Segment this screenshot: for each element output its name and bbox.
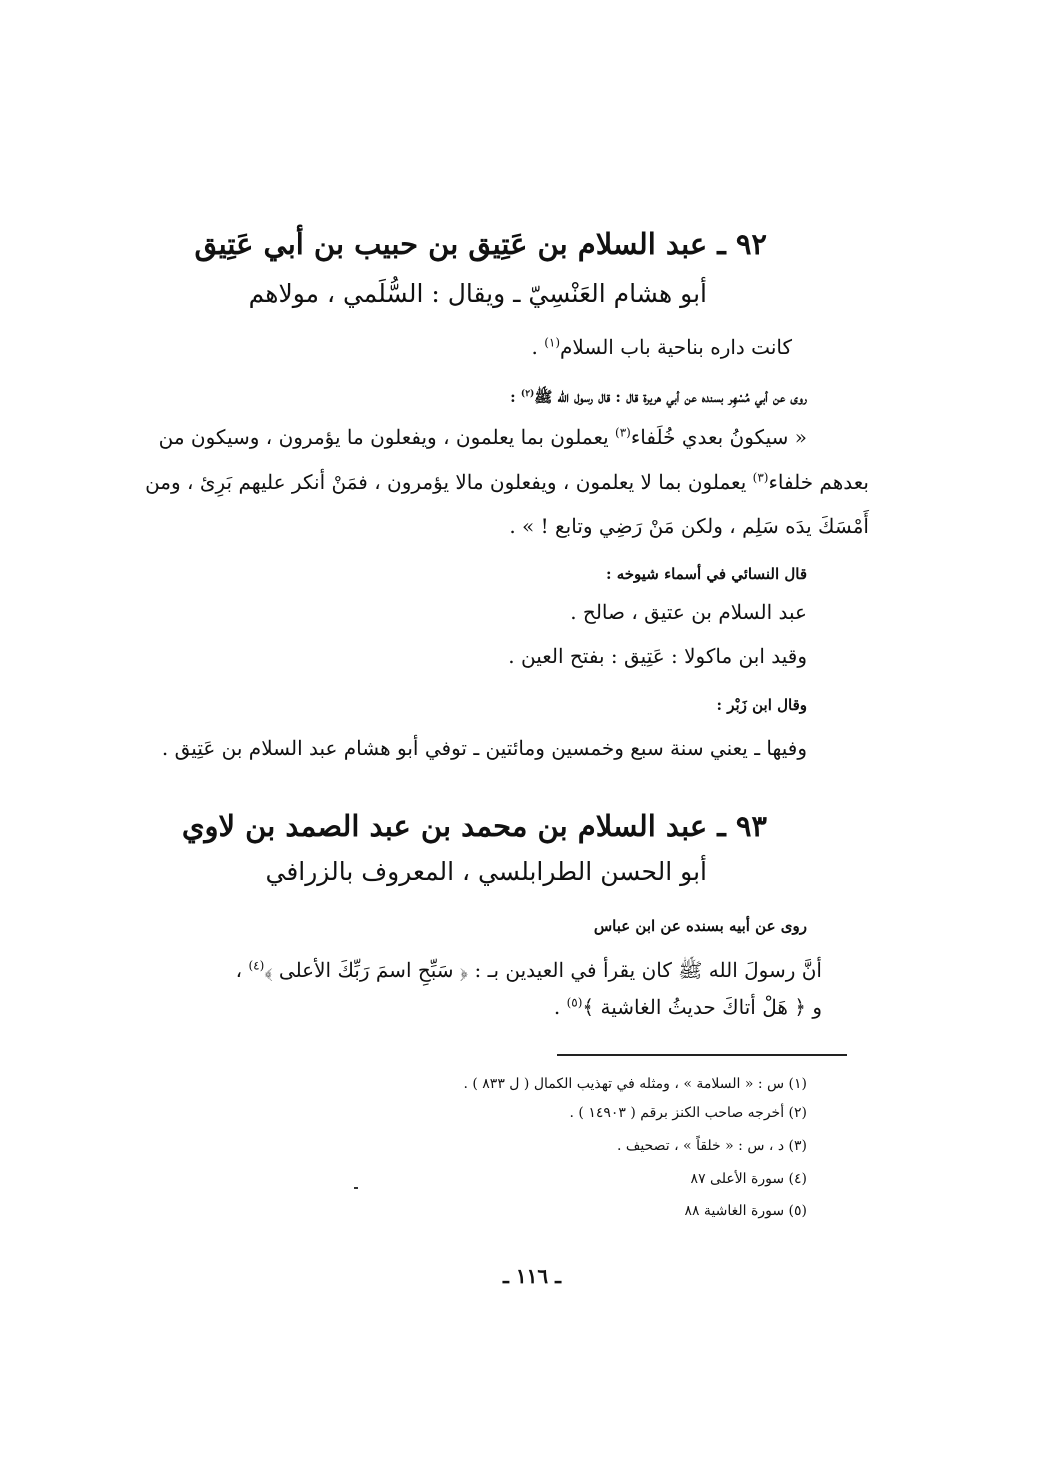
- entry-92-subheading: أبو هشام العَنْسِيّ ـ ويقال : السُّلَمي ، مولاهم: [248, 279, 707, 308]
- hadith-line-2-b: يعملون بما لا يعلمون ، ويفعلون مالا يؤمرون ، فمَنْ أنكر عليهم بَرِئ ، ومن: [145, 470, 753, 494]
- entry-93-hadith-line-2: [554, 990, 822, 1024]
- footnote-ref-5: (٥): [566, 995, 583, 1010]
- footnote-ref-3a: (٣): [615, 425, 631, 440]
- hadith-intro-end: :: [510, 388, 521, 406]
- footnote-ref-1: (١): [544, 335, 561, 350]
- makula-text: وقيد ابن ماكولا : عَتِيق : بفتح العين .: [508, 644, 807, 668]
- hadith-line-2-a: بعدهم خلفاء: [768, 470, 869, 494]
- entry-92-heading: ٩٢ ـ عبد السلام بن عَتِيق بن حبيب بن أبي عَتِيق: [194, 227, 767, 261]
- zabr-intro: وقال ابن زَبْر :: [716, 696, 807, 714]
- entry-93-line-1-a: أنَّ رسولَ الله ﷺ كان يقرأ في العيدين بـ : ﴿ سَبِّحِ اسمَ رَبِّكَ الأعلى ﴾: [264, 958, 822, 982]
- hadith-line-1-b: يعملون بما يعلمون ، ويفعلون ما يؤمرون ، وسيكون من: [158, 425, 616, 449]
- footnote-ref-3b: (٣): [752, 470, 769, 485]
- entry-93-line-1-end: ،: [235, 958, 249, 982]
- entry-93-subheading: أبو الحسن الطرابلسي ، المعروف بالزرافي: [265, 857, 707, 886]
- entry-92-hadith-line-2: [145, 465, 869, 499]
- entry-92-hadith-intro: [510, 384, 807, 410]
- entry-92-hadith-line-1: [158, 420, 807, 454]
- nasai-text: عبد السلام بن عتيق ، صالح .: [570, 600, 807, 624]
- entry-93-line-2-end: .: [553, 995, 567, 1019]
- entry-93-line-2-a: و ﴿ هَلْ أتاكَ حديثُ الغاشية ﴾: [582, 995, 822, 1019]
- entry-92-house-note: [531, 330, 792, 364]
- entry-93-hadith-intro: روى عن أبيه بسنده عن ابن عباس: [593, 917, 807, 935]
- footnote-4: (٤) سورة الأعلى ٨٧: [690, 1171, 807, 1187]
- nasai-intro: قال النسائي في أسماء شيوخه :: [605, 565, 807, 583]
- footnote-5: (٥) سورة الغاشية ٨٨: [684, 1203, 807, 1219]
- footnote-ref-4: (٤): [248, 958, 265, 973]
- print-speck: [354, 1187, 358, 1189]
- zabr-text: وفيها ـ يعني سنة سبع وخمسين ومائتين ـ توفي أبو هشام عبد السلام بن عَتِيق .: [161, 736, 807, 760]
- footnote-separator: [557, 1054, 847, 1056]
- entry-92-hadith-line-3: أَمْسَكَ يدَه سَلِم ، ولكن مَنْ رَضِي وتابع ! » .: [509, 514, 869, 538]
- footnote-3: (٣) د ، س : « خلقاً » ، تصحيف .: [616, 1138, 807, 1154]
- hadith-intro-text: روى عن أبي مُسْهِر بسنده عن أبي هريرة قال : قال رسول الله ﷺ: [534, 388, 807, 406]
- house-note-end: .: [531, 335, 545, 359]
- footnote-ref-2: (٢): [520, 389, 535, 399]
- page-number: ـ ١١٦ ـ: [503, 1264, 561, 1288]
- hadith-line-1-a: « سيكونُ بعدي خُلَفاء: [630, 425, 807, 449]
- footnote-2: (٢) أخرجه صاحب الكنز برقم ( ١٤٩٠٣ ) .: [569, 1105, 807, 1121]
- entry-93-hadith-line-1: [236, 953, 822, 987]
- entry-93-heading: ٩٣ ـ عبد السلام بن محمد بن عبد الصمد بن لاوي: [181, 809, 767, 843]
- house-note-text: كانت داره بناحية باب السلام: [560, 335, 792, 359]
- footnote-1: (١) س : « السلامة » ، ومثله في تهذيب الكمال ( ل ٨٣٣ ) .: [463, 1076, 807, 1092]
